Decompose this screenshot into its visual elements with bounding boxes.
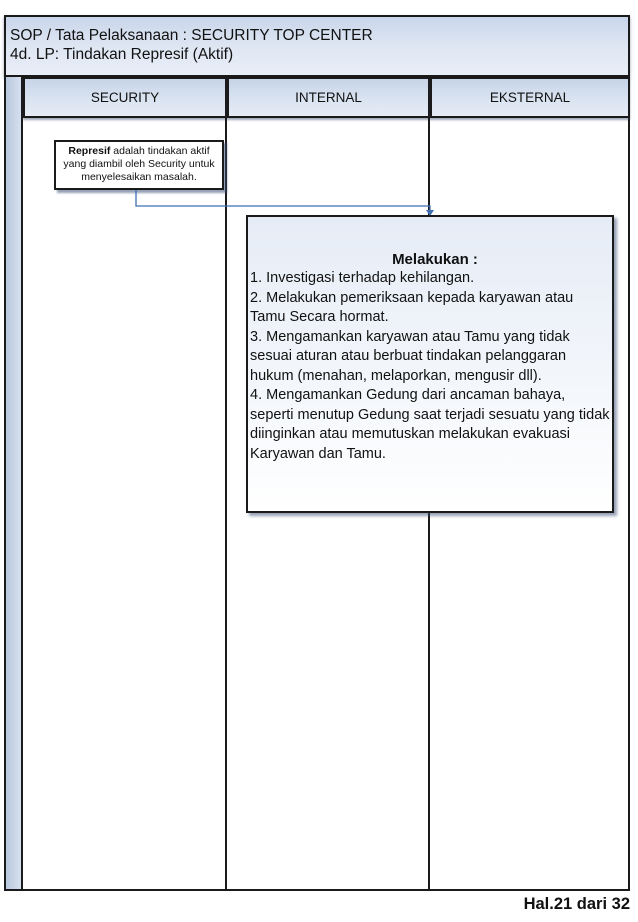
lane-divider-internal-eksternal-bottom [428, 513, 430, 890]
note-bold-term: Represif [68, 145, 111, 157]
lane-divider-internal-eksternal-top [428, 118, 430, 215]
procedure-subtitle: 4d. LP: Tindakan Represif (Aktif) [10, 46, 234, 63]
note-text: adalah tindakan aktif yang diambil oleh Security untuk menyelesaikan masalah. [63, 145, 215, 183]
lane-header-eksternal [430, 77, 630, 118]
action-box [246, 215, 614, 513]
left-lane-strip [6, 77, 23, 889]
lane-header-internal [227, 77, 430, 118]
lane-divider-security-internal [225, 118, 227, 890]
represif-definition-note [54, 140, 224, 190]
action-list [250, 269, 612, 464]
lane-header-security [23, 77, 227, 118]
sop-title: SOP / Tata Pelaksanaan : SECURITY TOP CENTER [10, 27, 373, 44]
lane-label-internal: INTERNAL [295, 90, 362, 105]
title-bar [4, 15, 630, 77]
action-item-3: 3. Mengamankan karyawan atau Tamu yang tidak sesuai aturan atau berbuat tindakan pelanggaran hukum (menahan, melaporkan, mengusir dll). [250, 328, 570, 384]
lane-label-security: SECURITY [90, 90, 160, 105]
action-item-1: 1. Investigasi terhadap kehilangan. [250, 270, 475, 286]
lane-label-eksternal: EKSTERNAL [489, 90, 571, 105]
action-box-title: Melakukan : [392, 251, 478, 268]
action-item-2: 2. Melakukan pemeriksaan kepada karyawan atau Tamu Secara hormat. [250, 289, 574, 325]
action-item-4: 4. Mengamankan Gedung dari ancaman bahaya, seperti menutup Gedung saat terjadi sesuatu yang tidak diinginkan atau memutuskan melakukan evakuasi Karyawan dan Tamu. [250, 387, 610, 462]
page-number: Hal.21 dari 32 [523, 895, 630, 913]
